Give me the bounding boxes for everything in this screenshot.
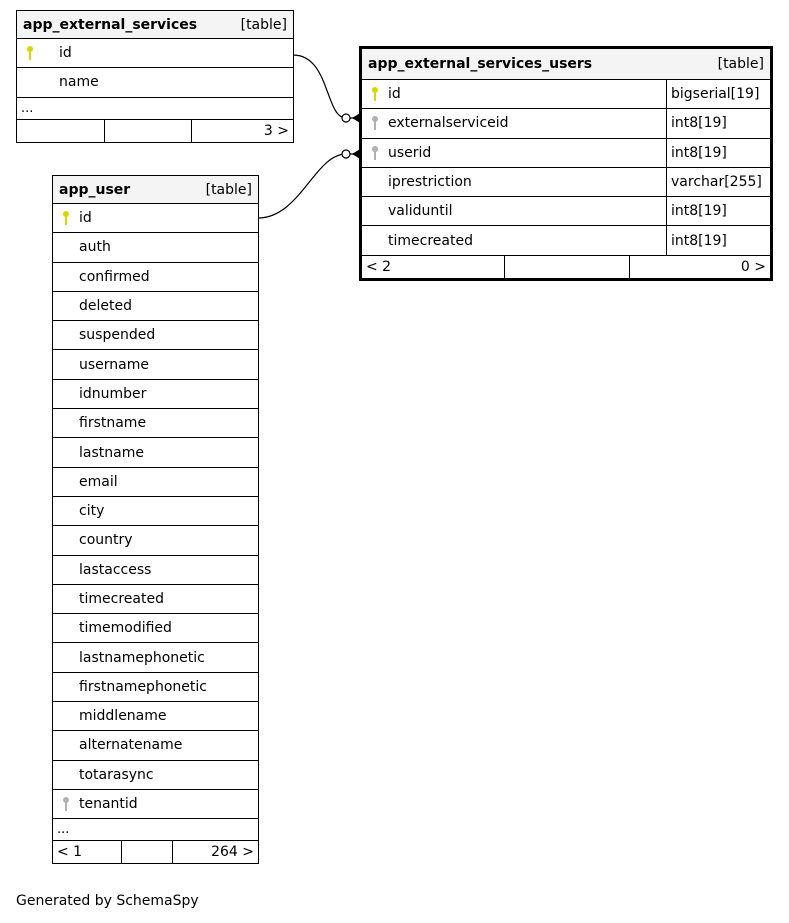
column-name: deleted (79, 298, 132, 315)
column-name: firstname (79, 415, 147, 432)
column-row[interactable] (53, 614, 258, 643)
column-row[interactable] (53, 233, 258, 262)
column-name: tenantid (79, 796, 138, 813)
zero-marker (342, 150, 350, 158)
column-name: firstnamephonetic (79, 678, 207, 695)
column-row[interactable] (362, 139, 770, 168)
foreign-key-icon (53, 796, 79, 812)
column-row[interactable] (362, 197, 770, 226)
relation-user-id (258, 154, 362, 218)
footer-spacer (105, 120, 192, 142)
table-header (53, 176, 258, 204)
column-name: username (79, 356, 149, 373)
column-name: confirmed (79, 268, 150, 285)
relation-external-services-id (293, 55, 362, 118)
column-type: int8[19] (666, 197, 770, 225)
parents-count[interactable]: < 1 (53, 841, 122, 863)
column-name: auth (79, 239, 111, 256)
column-name: name (59, 74, 99, 91)
column-name: iprestriction (388, 174, 472, 191)
column-row[interactable] (53, 556, 258, 585)
more-columns-ellipsis: ... (17, 98, 293, 120)
more-columns-ellipsis: ... (53, 819, 258, 841)
column-name: lastname (79, 444, 144, 461)
column-row[interactable] (53, 731, 258, 760)
table-app-external-services-users[interactable] (359, 46, 773, 281)
column-row[interactable] (362, 168, 770, 197)
column-row[interactable] (53, 204, 258, 233)
column-row[interactable] (53, 526, 258, 555)
column-row[interactable] (362, 80, 770, 109)
table-app-external-services[interactable] (16, 10, 294, 143)
column-name: validuntil (388, 203, 453, 220)
column-row[interactable] (362, 109, 770, 138)
column-row[interactable] (53, 497, 258, 526)
primary-key-icon (53, 210, 79, 226)
column-name: id (388, 86, 401, 103)
table-name: app_external_services_users (368, 56, 593, 72)
column-row[interactable] (53, 790, 258, 819)
parents-count[interactable] (17, 120, 105, 142)
table-name: app_user (59, 181, 131, 198)
column-row[interactable] (53, 643, 258, 672)
column-row[interactable] (53, 350, 258, 379)
foreign-key-icon (362, 115, 388, 131)
parents-count[interactable]: < 2 (362, 256, 505, 278)
table-app-user[interactable] (52, 175, 259, 864)
column-row[interactable] (53, 673, 258, 702)
column-row[interactable] (53, 468, 258, 497)
table-name: app_external_services (23, 16, 198, 33)
column-row[interactable] (53, 438, 258, 467)
column-row[interactable] (53, 585, 258, 614)
column-name: idnumber (79, 385, 147, 402)
children-count[interactable]: 3 > (263, 122, 289, 139)
column-type: varchar[255] (666, 168, 770, 196)
column-name: timecreated (79, 591, 164, 607)
primary-key-icon (17, 45, 43, 61)
column-row[interactable] (53, 292, 258, 321)
column-name: timecreated (388, 232, 473, 249)
column-name: email (79, 473, 118, 490)
column-name: suspended (79, 327, 156, 344)
column-name: middlename (79, 708, 167, 725)
table-footer (362, 256, 770, 278)
column-row[interactable] (17, 39, 293, 68)
children-count[interactable]: 0 > (740, 258, 766, 275)
column-name: country (79, 532, 133, 549)
column-name: city (79, 503, 105, 520)
column-name: timemodified (79, 620, 172, 637)
column-name: alternatename (79, 737, 183, 754)
column-name: userid (388, 144, 432, 161)
table-kind: [table] (205, 181, 252, 198)
column-type: int8[19] (666, 226, 770, 254)
column-row[interactable] (53, 761, 258, 790)
zero-marker (342, 114, 350, 122)
column-row[interactable] (362, 226, 770, 255)
column-row[interactable] (53, 409, 258, 438)
foreign-key-icon (362, 145, 388, 161)
column-name: id (79, 210, 92, 227)
table-footer (53, 841, 258, 863)
column-row[interactable] (53, 702, 258, 731)
column-row[interactable] (53, 263, 258, 292)
column-type: int8[19] (666, 139, 770, 167)
column-name: totarasync (79, 766, 154, 783)
column-row[interactable] (53, 321, 258, 350)
table-footer (17, 120, 293, 142)
generated-by-label: Generated by SchemaSpy (16, 893, 199, 909)
column-type: bigserial[19] (666, 80, 770, 108)
column-name: id (59, 45, 72, 62)
footer-spacer (122, 841, 173, 863)
column-name: externalserviceid (388, 115, 509, 132)
table-kind: [table] (240, 16, 287, 33)
column-row[interactable] (17, 68, 293, 97)
column-name: lastaccess (79, 561, 152, 578)
column-row[interactable] (53, 380, 258, 409)
table-kind: [table] (717, 56, 764, 72)
children-count[interactable]: 264 > (211, 844, 254, 861)
column-type: int8[19] (666, 109, 770, 137)
footer-spacer (505, 256, 630, 278)
table-header (17, 11, 293, 39)
primary-key-icon (362, 86, 388, 102)
column-name: lastnamephonetic (79, 649, 205, 666)
table-header (362, 49, 770, 80)
